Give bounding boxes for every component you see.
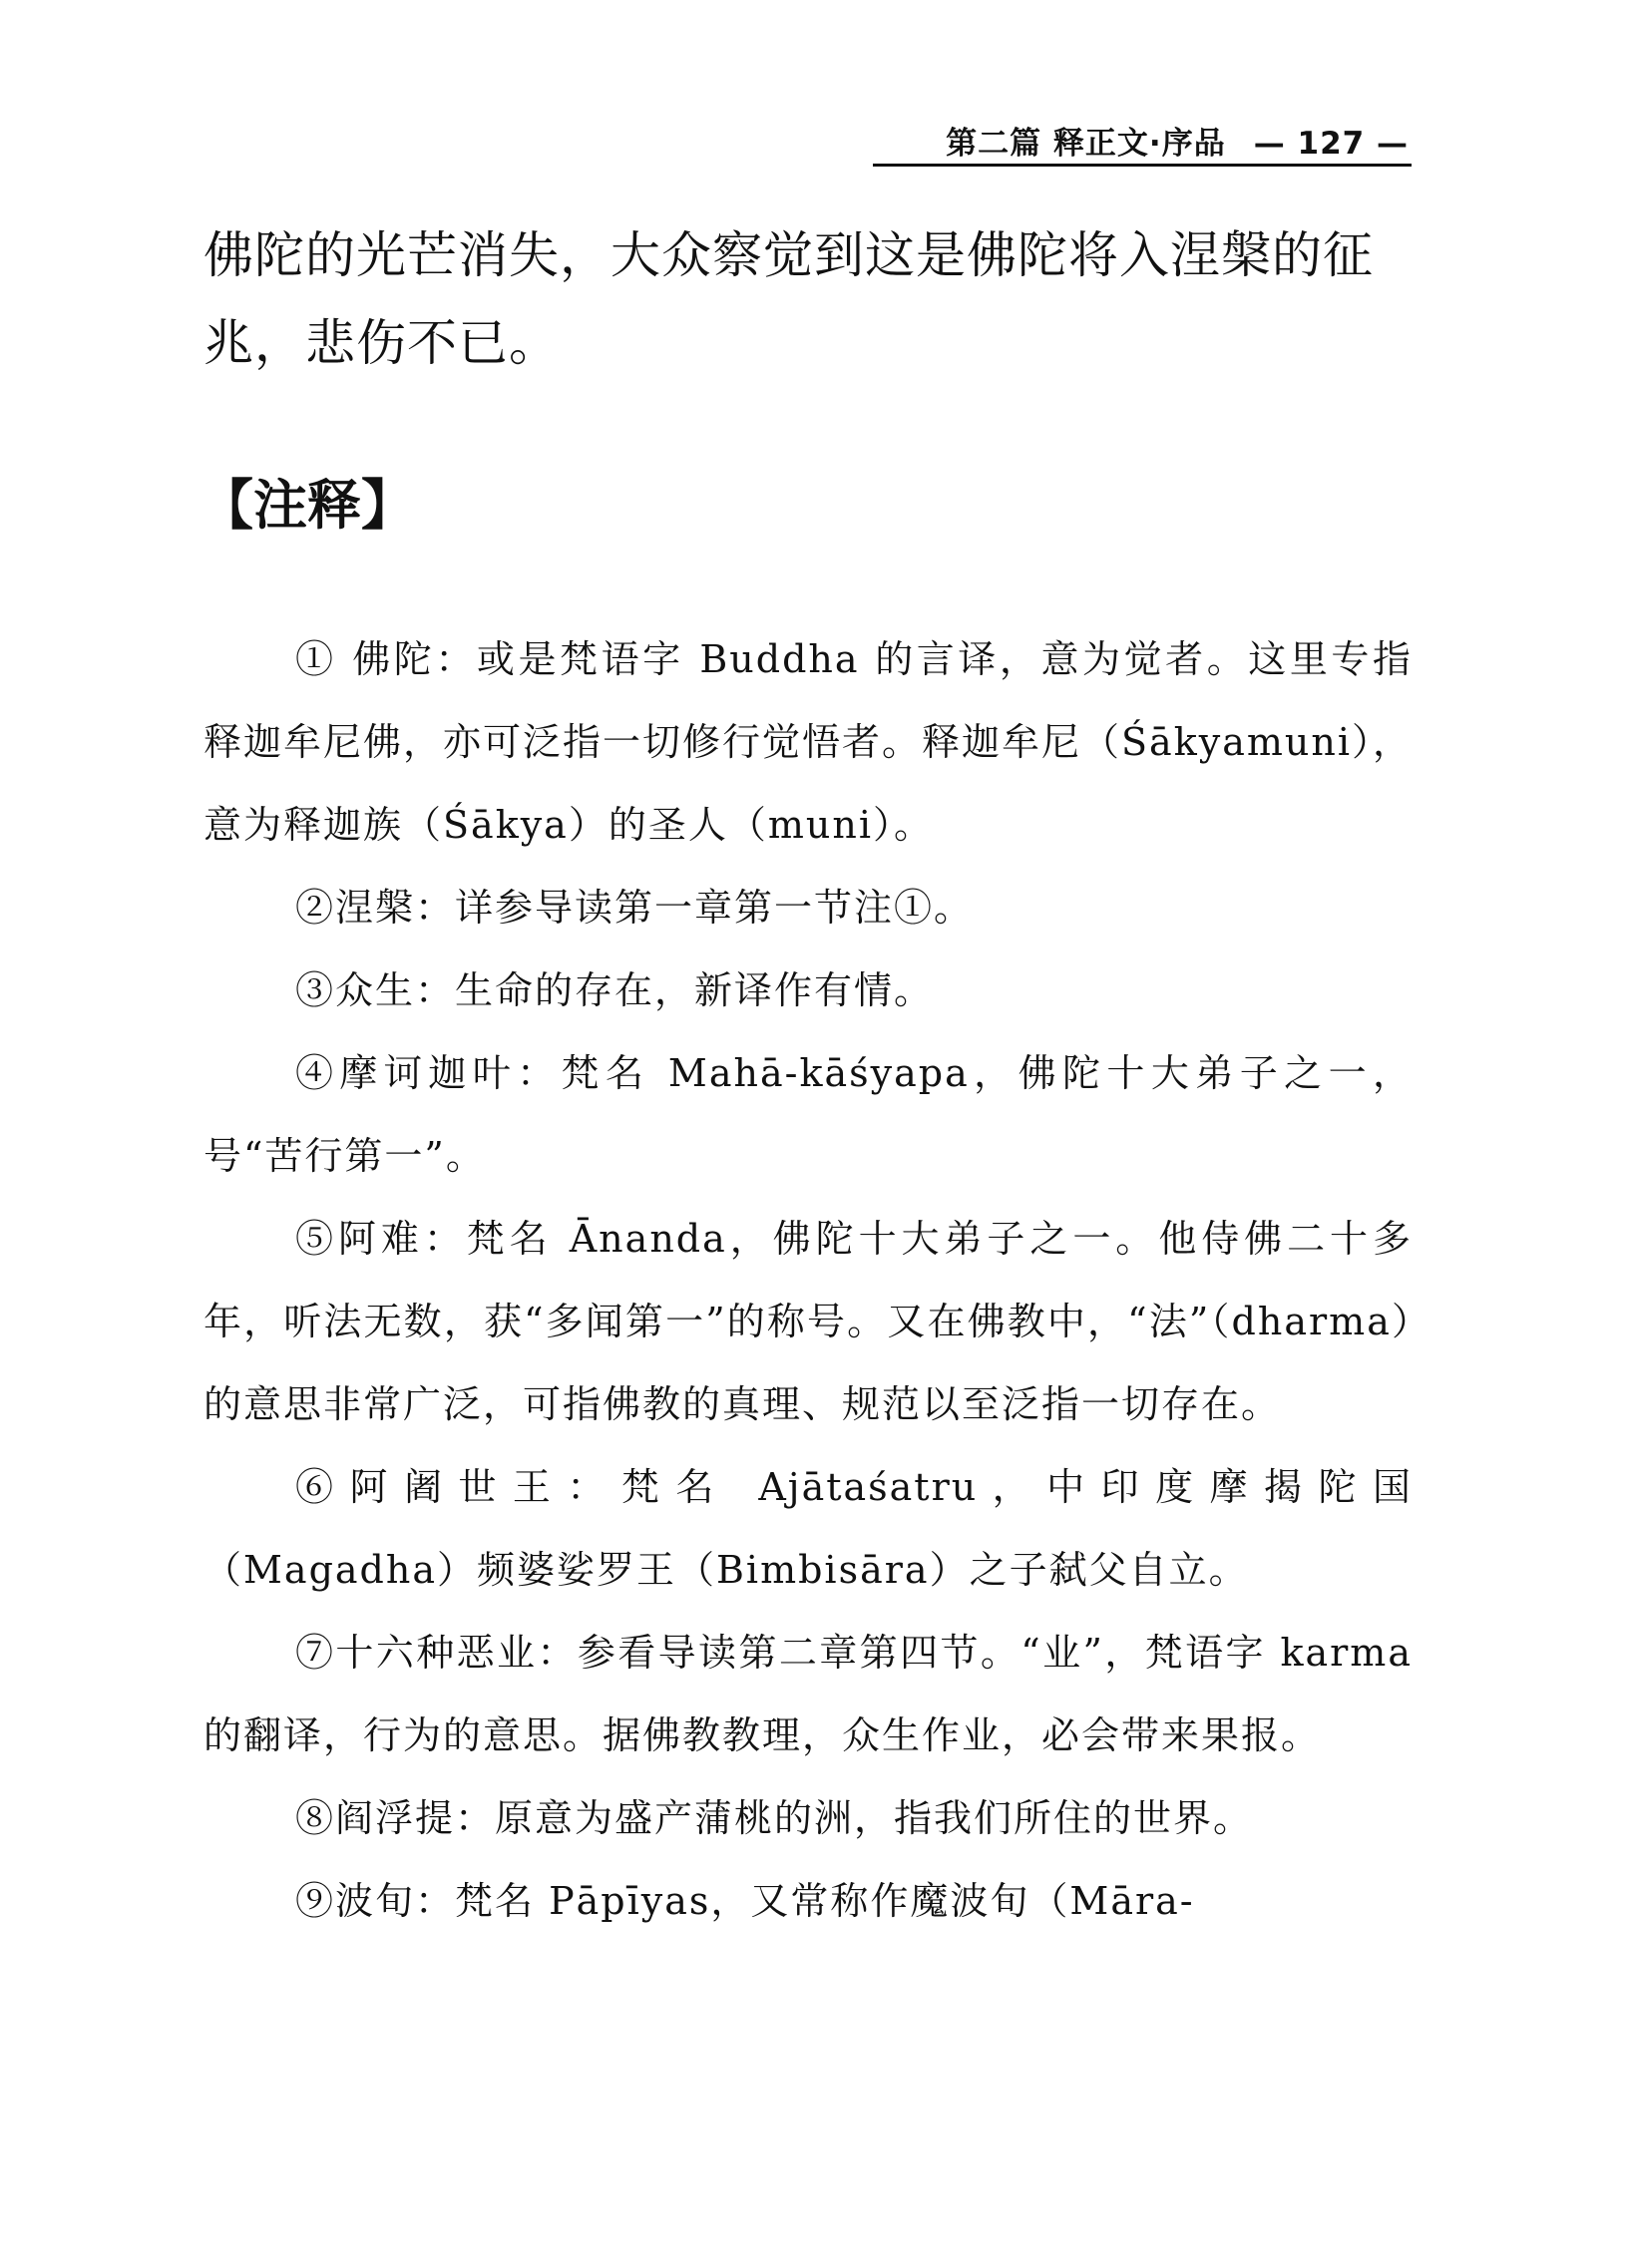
notes-list — [204, 618, 1413, 1943]
note-item: ⑦十六种恶业：参看导读第二章第四节。“业”，梵语字 karma 的翻译，行为的意思。据佛教教理，众生作业，必会带来果报。 — [204, 1631, 1413, 1757]
note-item: ⑨波旬：梵名 Pāpīyas，又常称作魔波旬（Māra- — [295, 1879, 1195, 1923]
notes-heading: 【注释】 — [200, 474, 415, 537]
note-item: ⑤阿难：梵名 Ānanda，佛陀十大弟子之一。他侍佛二十多年，听法无数，获“多闻第一”的称号。又在佛教中，“法”（dharma）的意思非常广泛，可指佛教的真理、规范以至泛指一切存在。 — [204, 1217, 1413, 1426]
note-item: ②涅槃：详参导读第一章第一节注①。 — [295, 886, 975, 930]
note-item: ③众生：生命的存在，新译作有情。 — [295, 968, 935, 1012]
body-paragraph: 佛陀的光芒消失，大众察觉到这是佛陀将入涅槃的征兆，悲伤不已。 — [204, 226, 1374, 372]
note-item: ① 佛陀：或是梵语字 Buddha 的言译，意为觉者。这里专指释迦牟尼佛，亦可泛指一切修行觉悟者。释迦牟尼（Śākyamuni），意为释迦族（Śākya）的圣人（muni）。 — [204, 637, 1413, 847]
page-number: — 127 — — [1253, 126, 1409, 162]
note-item: ⑧阎浮提：原意为盛产蒲桃的洲，指我们所住的世界。 — [295, 1796, 1254, 1840]
header-section-title: 第二篇 释正文·序品 — [946, 126, 1226, 162]
running-header — [946, 118, 1409, 163]
note-item: ④摩诃迦叶：梵名 Mahā-kāśyapa，佛陀十大弟子之一，号“苦行第一”。 — [204, 1051, 1413, 1178]
note-item: ⑥阿阇世王：梵名 Ajātaśatru，中印度摩揭陀国（Magadha）频婆娑罗王（Bimbisāra）之子弑父自立。 — [204, 1465, 1413, 1592]
header-rule — [873, 164, 1412, 167]
